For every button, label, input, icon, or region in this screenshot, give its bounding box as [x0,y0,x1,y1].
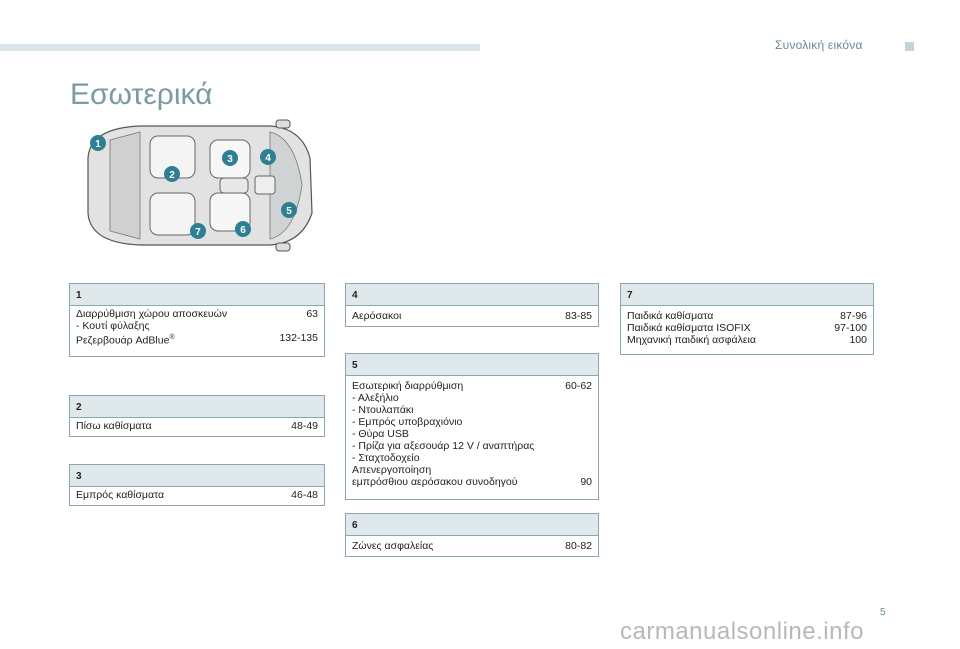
toc-subitem: - Κουτί φύλαξης [76,320,150,332]
toc-row[interactable]: Ρεζερβουάρ AdBlue® 132-135 [76,332,318,347]
svg-text:7: 7 [195,227,201,238]
svg-text:4: 4 [265,153,271,164]
toc-row[interactable]: Πίσω καθίσματα 48-49 [76,420,318,432]
callout-7 [190,223,206,239]
toc-subitem: - Θύρα USB [352,428,409,440]
svg-text:5: 5 [286,206,292,217]
toc-subitem: - Ντουλαπάκι [352,404,414,416]
section-title: Συνολική εικόνα [775,38,863,52]
toc-line: Απενεργοποίηση [352,464,432,476]
callout-2 [164,166,180,182]
callout-6 [235,221,251,237]
svg-text:1: 1 [95,139,101,150]
info-box-7 [620,283,874,355]
toc-subitem: - Πρίζα για αξεσουάρ 12 V / αναπτήρας [352,440,535,452]
toc-row[interactable]: Εμπρός καθίσματα 46-48 [76,489,318,501]
header-bar [0,44,480,51]
box-number: 5 [346,354,598,376]
car-interior-illustration [80,118,320,253]
toc-subitem: - Αλεξήλιο [352,392,399,404]
callout-5 [281,202,297,218]
box-number: 7 [621,284,873,306]
toc-row[interactable]: Μηχανική παιδική ασφάλεια 100 [627,334,867,346]
toc-row[interactable]: Εσωτερική διαρρύθμιση 60-62 [352,380,592,392]
box-number: 2 [70,396,324,418]
info-box-5 [345,353,599,500]
callout-4 [260,149,276,165]
watermark: carmanualsonline.info [620,618,864,645]
svg-text:3: 3 [227,154,233,165]
toc-row[interactable]: Αερόσακοι 83-85 [352,310,592,322]
svg-text:2: 2 [169,170,175,181]
toc-row[interactable]: Διαρρύθμιση χώρου αποσκευών 63 [76,308,318,320]
toc-row[interactable]: Παιδικά καθίσματα 87-96 [627,310,867,322]
callout-1 [90,135,106,151]
info-box-2 [69,395,325,437]
header-square-marker [905,42,914,51]
toc-subitem: - Εμπρός υποβραχιόνιο [352,416,463,428]
toc-subitem: - Σταχτοδοχείο [352,452,420,464]
info-box-4 [345,283,599,327]
info-box-3 [69,464,325,506]
info-box-1 [69,283,325,357]
box-number: 3 [70,465,324,487]
box-number: 4 [346,284,598,306]
box-number: 1 [70,284,324,306]
toc-row[interactable]: εμπρόσθιου αερόσακου συνοδηγού 90 [352,476,592,488]
svg-text:6: 6 [240,225,246,236]
toc-row[interactable]: Παιδικά καθίσματα ISOFIX 97-100 [627,322,867,334]
info-box-6 [345,513,599,557]
box-number: 6 [346,514,598,536]
page-number: 5 [880,607,886,618]
toc-row[interactable]: Ζώνες ασφαλείας 80-82 [352,540,592,552]
page-title: Εσωτερικά [70,78,213,111]
callout-3 [222,150,238,166]
